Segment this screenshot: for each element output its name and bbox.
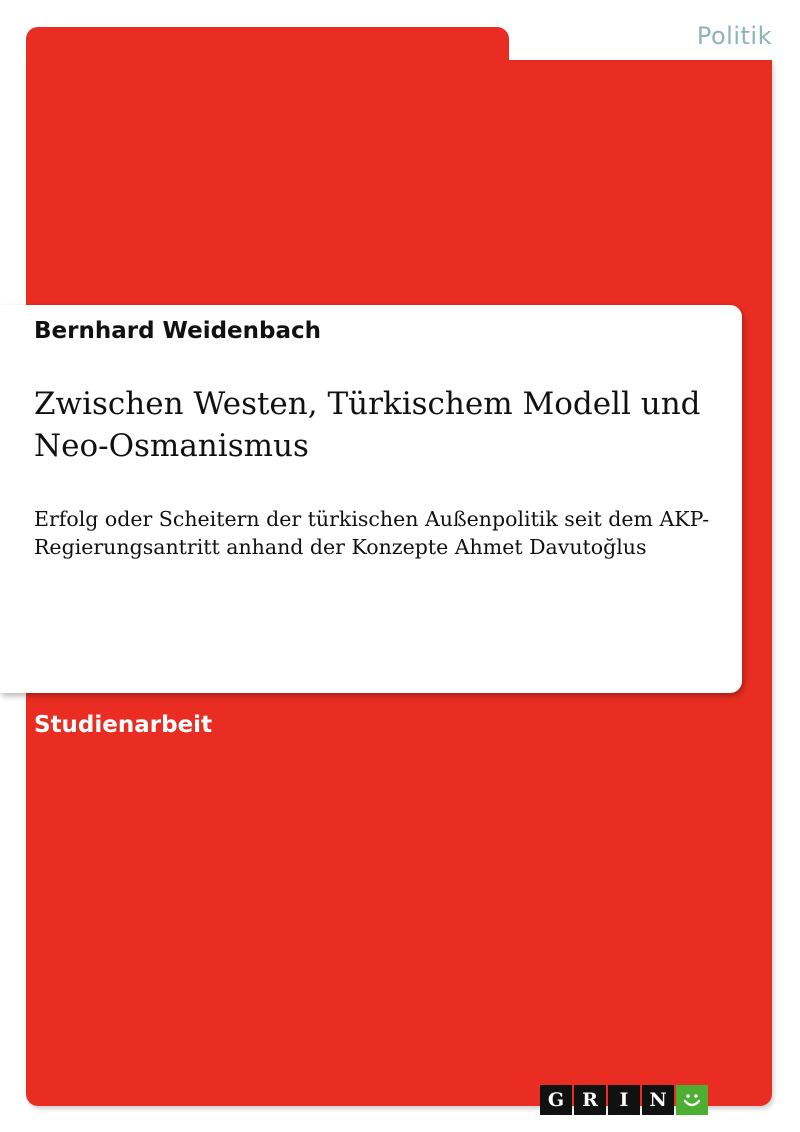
book-subtitle: Erfolg oder Scheitern der türkischen Außenpolitik seit dem AKP-Regierungsantritt anhand der Konzepte Ahmet Davutoğlus — [34, 507, 710, 559]
category-label: Politik — [696, 22, 772, 50]
document-type: Studienarbeit — [34, 712, 213, 738]
logo-letter-i: I — [608, 1085, 640, 1115]
grin-publisher-logo — [540, 1085, 708, 1115]
book-title: Zwischen Westen, Türkischem Modell und Neo-Osmanismus — [34, 386, 701, 464]
smiley-icon — [676, 1085, 708, 1115]
logo-letter-g: G — [540, 1085, 572, 1115]
author-name: Bernhard Weidenbach — [34, 318, 322, 344]
title-card — [0, 305, 742, 693]
logo-letter-r: R — [574, 1085, 606, 1115]
logo-letter-n: N — [642, 1085, 674, 1115]
